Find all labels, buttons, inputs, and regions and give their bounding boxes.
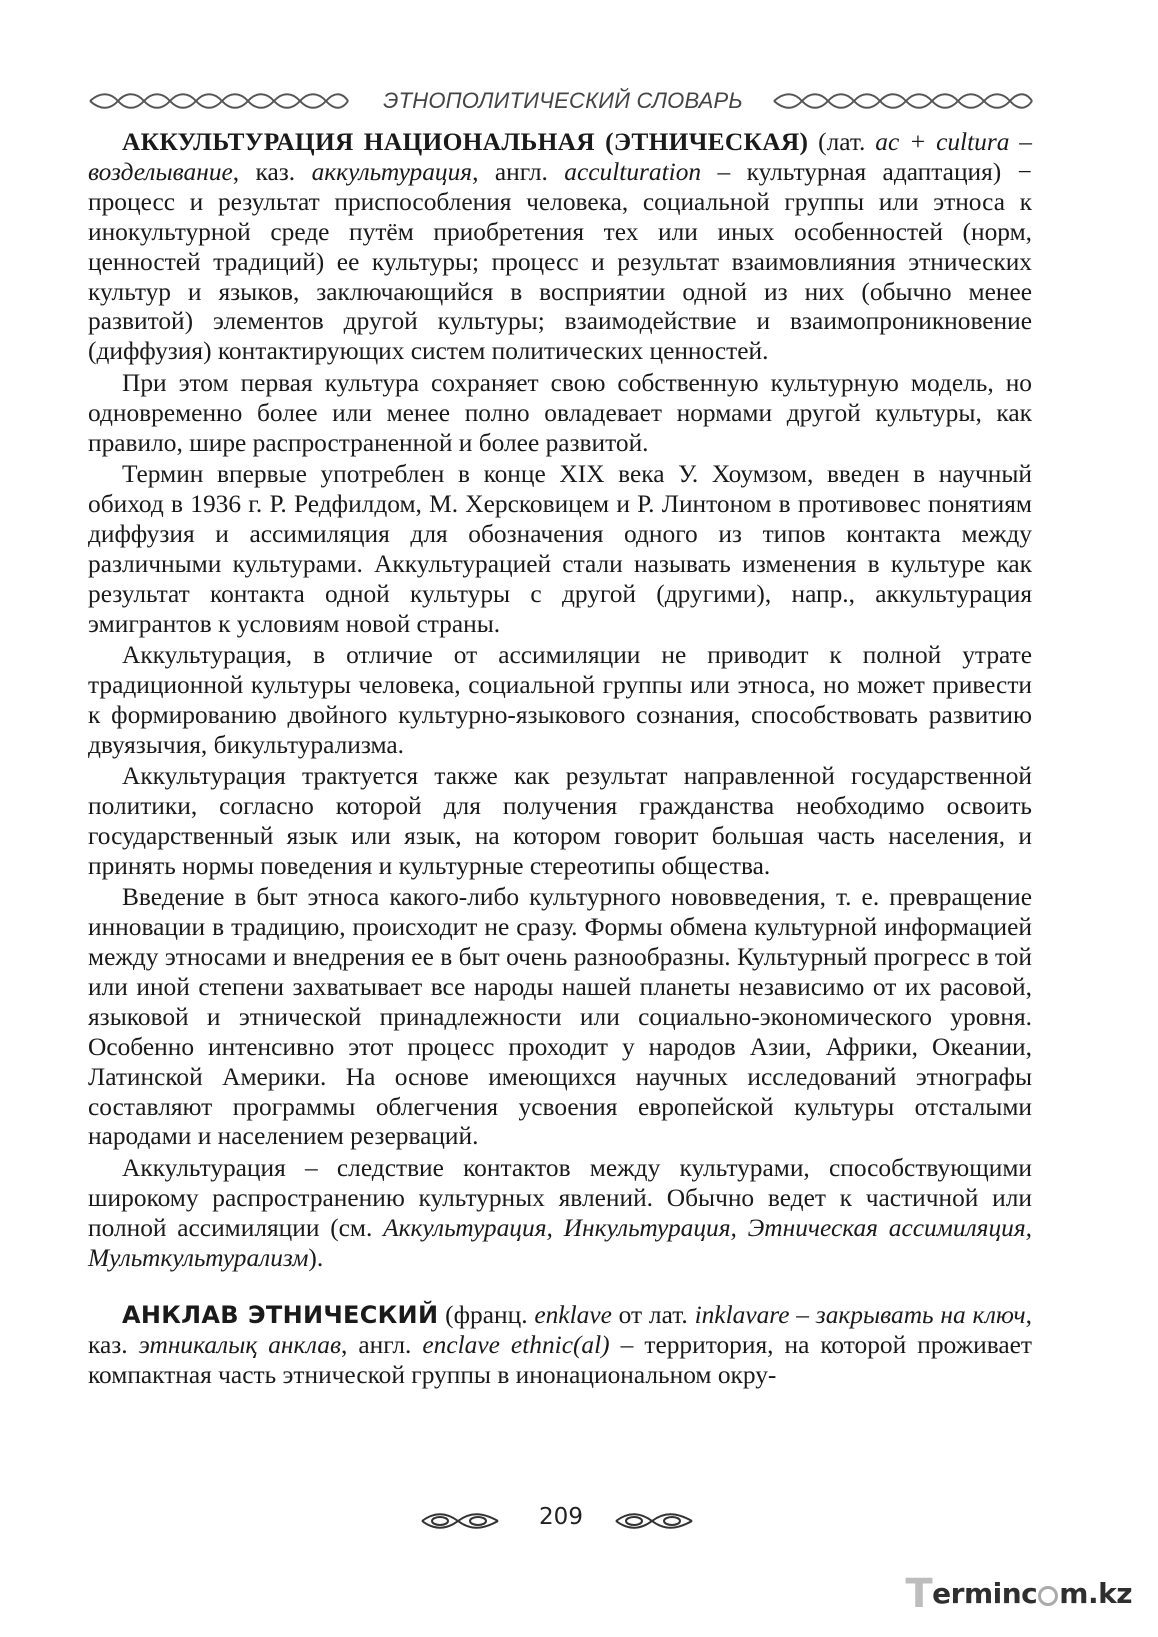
text-run: от лат. — [611, 1300, 695, 1329]
entry-term: АНКЛАВ ЭТНИЧЕСКИЙ — [122, 1300, 439, 1329]
cross-references: Аккультурация, Инкультурация, Этническая ассимиляция, Мульткультурализм — [88, 1213, 1032, 1272]
entry-separator — [88, 1275, 1032, 1301]
etymology-english: acculturation — [564, 157, 702, 186]
text-run: Аккультурация – следствие контактов между культурами, способствующими широкому распространению культурных явлений. Обычно ведет к частичной или полной ассимиляции (см. — [88, 1153, 1032, 1242]
paragraph — [88, 1154, 1032, 1274]
flourish-icon — [420, 1510, 500, 1532]
page-number: 209 — [539, 1504, 583, 1530]
site-watermark — [905, 1571, 1132, 1617]
ornament-band-icon — [88, 92, 350, 110]
page-footer — [0, 1502, 1158, 1542]
etymology-latin: ac + cultura – возделывание — [88, 128, 1032, 186]
definition-text: – культурная адаптация) − процесс и результат приспособления человека, социальной группы или этноса к инокультурной среде путём приобретения тех или иных особенностей (норм, ценностей традиций) ее культуры; процесс и результат взаимовлияния этнических культур и языков, заключающийся в восприятии одной из них (обычно менее развитой) элементов другой культуры; взаимодействие и взаимопроникновение (диффузия) контактирующих систем политических ценностей. — [88, 157, 1032, 366]
watermark-text: erminc — [932, 1577, 1038, 1610]
circle-icon — [1038, 1586, 1058, 1606]
watermark-letter: T — [905, 1571, 933, 1617]
text-run: ). — [308, 1243, 324, 1272]
text-run: англ. — [478, 157, 565, 186]
paragraph: Термин впервые употреблен в конце XIX века У. Хоумзом, введен в научный обиход в 1936 г. Р. Редфилдом, М. Херсковицем и Р. Линтоном в противовес понятиям диффузия и ассимиляция для обозначения одного из типов контакта между различными культурами. Аккультурацией стали называть изменения в культуре как результат контакта одной культуры с другой (другими), напр., аккультурация эмигрантов к условиям новой страны. — [88, 459, 1032, 638]
entry-paragraph — [88, 1301, 1032, 1391]
paragraph: Аккультурация, в отличие от ассимиляции не приводит к полной утрате традиционной культуры человека, социальной группы или этноса, но может привести к формированию двойного культурно-языкового сознания, способствовать развитию двуязычия, бикультурализма. — [88, 640, 1032, 759]
paragraph: Введение в быт этноса какого-либо культурного нововведения, т. е. превращение инновации в традицию, происходит не сразу. Формы обмена культурной информацией между этносами и внедрения ее в быт очень разнообразны. Культурный прогресс в той или иной степени захватывает все народы нашей планеты независимо от их расовой, языковой и этнической принадлежности или социально-экономического уровня. Особенно интенсивно этот процесс проходит у народов Азии, Африки, Океании, Латинской Америки. На основе имеющихся научных исследований этнографы составляют программы облегчения усвоения европейской культуры отсталыми народами и населением резерваций. — [88, 883, 1032, 1151]
definition-text: – территория, на которой проживает компактная часть этнической группы в инонациональном окру- — [88, 1330, 1033, 1389]
flourish-icon — [614, 1510, 694, 1532]
etymology-latin: inklavare – закрывать на ключ — [694, 1300, 1026, 1329]
ornament-band-icon — [772, 92, 1034, 110]
watermark-text: m.kz — [1059, 1577, 1132, 1610]
paragraph: Аккультурация трактуется также как результат направленной государственной политики, согласно которой для получения гражданства необходимо освоить государственный язык или язык, на котором говорит большая часть населения, и принять нормы поведения и культурные стереотипы общества. — [88, 762, 1032, 880]
page-header — [88, 86, 1030, 116]
etymology-english: enclave ethnic(al) — [422, 1330, 610, 1359]
etymology-kazakh: аккультурация, — [311, 157, 479, 186]
paragraph: При этом первая культура сохраняет свою собственную культурную модель, но одновременно более или менее полно овладевает нормами другой культуры, как правило, шире распространенной и более развитой. — [88, 368, 1032, 457]
etymology-french: enklave — [534, 1300, 612, 1329]
article-body — [88, 128, 1032, 1392]
etymology-kazakh: этникалық анклав — [138, 1330, 341, 1359]
entry-term: АККУЛЬТУРАЦИЯ НАЦИОНАЛЬНАЯ (ЭТНИЧЕСКАЯ) — [122, 128, 809, 156]
entry-paragraph — [88, 128, 1032, 367]
text-run: , каз. — [232, 157, 312, 186]
text-run: (лат. — [808, 128, 876, 156]
running-title: ЭТНОПОЛИТИЧЕСКИЙ СЛОВАРЬ — [383, 88, 743, 113]
text-run: , каз. — [88, 1300, 1032, 1359]
text-run: , англ. — [341, 1330, 423, 1359]
text-run: (франц. — [438, 1300, 535, 1329]
